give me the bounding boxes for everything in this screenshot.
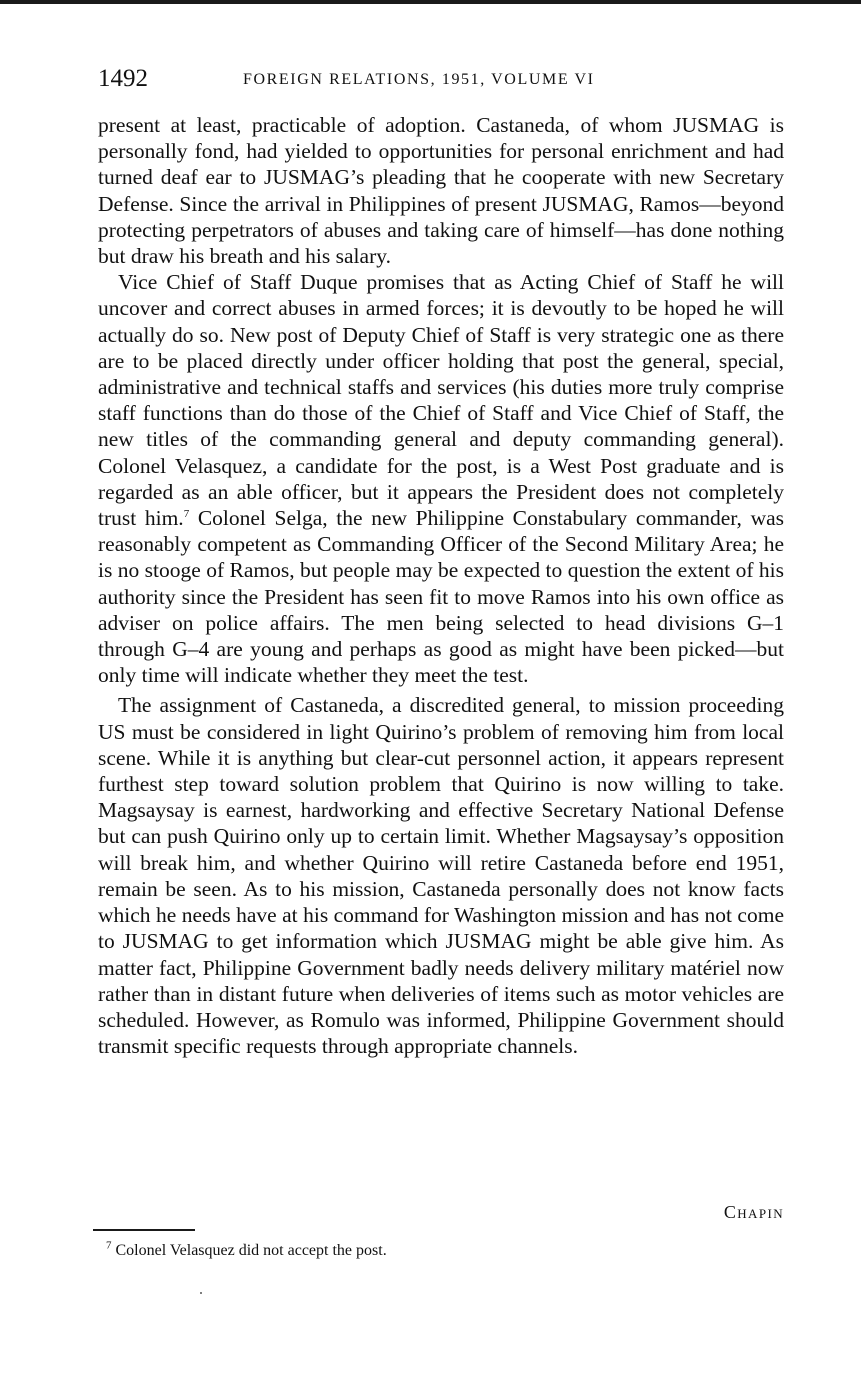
document-body	[98, 112, 784, 1059]
signature: Chapin	[723, 1202, 784, 1222]
footnote-reference: 7	[183, 507, 190, 520]
paragraph-2-text-b: Colonel Selga, the new Philippine Constabulary commander, was reasonably competent as Commanding Officer of the Second Military Area; he is no stooge of Ramos, but people may be expected to question the extent of his authority since the President has seen fit to move Ramos into his own office as adviser on police affairs. The men being selected to head divisions G–1 through G–4 are young and perhaps as good as might have been picked—but only time will indicate whether they meet the test.	[98, 506, 784, 688]
footnote-text: Colonel Velasquez did not accept the post.	[111, 1242, 387, 1259]
running-head: FOREIGN RELATIONS, 1951, VOLUME VI	[243, 71, 595, 88]
footnote	[106, 1240, 387, 1262]
paragraph-3: The assignment of Castaneda, a discredited general, to mission proceeding US must be considered in light Quirino’s problem of removing him from local scene. While it is anything but clear-cut personnel action, it appears represent furthest step toward solution problem that Quirino is now willing to take. Magsaysay is earnest, hardworking and effective Secretary National Defense but can push Quirino only up to certain limit. Whether Magsaysay’s opposition will break him, and whether Quirino will retire Castaneda before end 1951, remain be seen. As to his mission, Castaneda personally does not know facts which he needs have at his command for Washington mission and has not come to JUSMAG to get information which JUSMAG might be able give him. As matter fact, Philippine Government badly needs delivery military matériel now rather than in distant future when deliveries of items such as motor vehicles are scheduled. However, as Romulo was informed, Philippine Government should transmit specific requests through appropriate channels.	[98, 693, 784, 1059]
paragraph-2-text-a: Vice Chief of Staff Duque promises that as Acting Chief of Staff he will uncover and correct abuses in armed forces; it is devoutly to be hoped he will actually do so. New post of Deputy Chief of Staff is very strategic one as there are to be placed directly under officer holding that post the general, special, administrative and technical staffs and services (his duties more truly comprise staff functions than do those of the Chief of Staff and Vice Chief of Staff, the new titles of the commanding general and deputy commanding general). Colonel Velasquez, a candidate for the post, is a West Post graduate and is regarded as an able officer, but it appears the President does not completely trust him.	[98, 270, 784, 531]
paragraph-2	[98, 269, 784, 688]
paragraph-1: present at least, practicable of adoption. Castaneda, of whom JUSMAG is personally fond, had yielded to opportunities for personal enrichment and had turned deaf ear to JUSMAG’s pleading that he cooperate with new Secretary Defense. Since the arrival in Philippines of present JUSMAG, Ramos—beyond protecting perpetrators of abuses and taking care of himself—has done nothing but draw his breath and his salary.	[98, 113, 784, 269]
top-border-rule	[0, 0, 861, 4]
footnote-divider	[93, 1229, 195, 1231]
footnote-marker: 7	[106, 1239, 112, 1252]
page-header	[98, 62, 784, 98]
scan-speck	[200, 1292, 202, 1294]
page-number: 1492	[98, 65, 148, 92]
